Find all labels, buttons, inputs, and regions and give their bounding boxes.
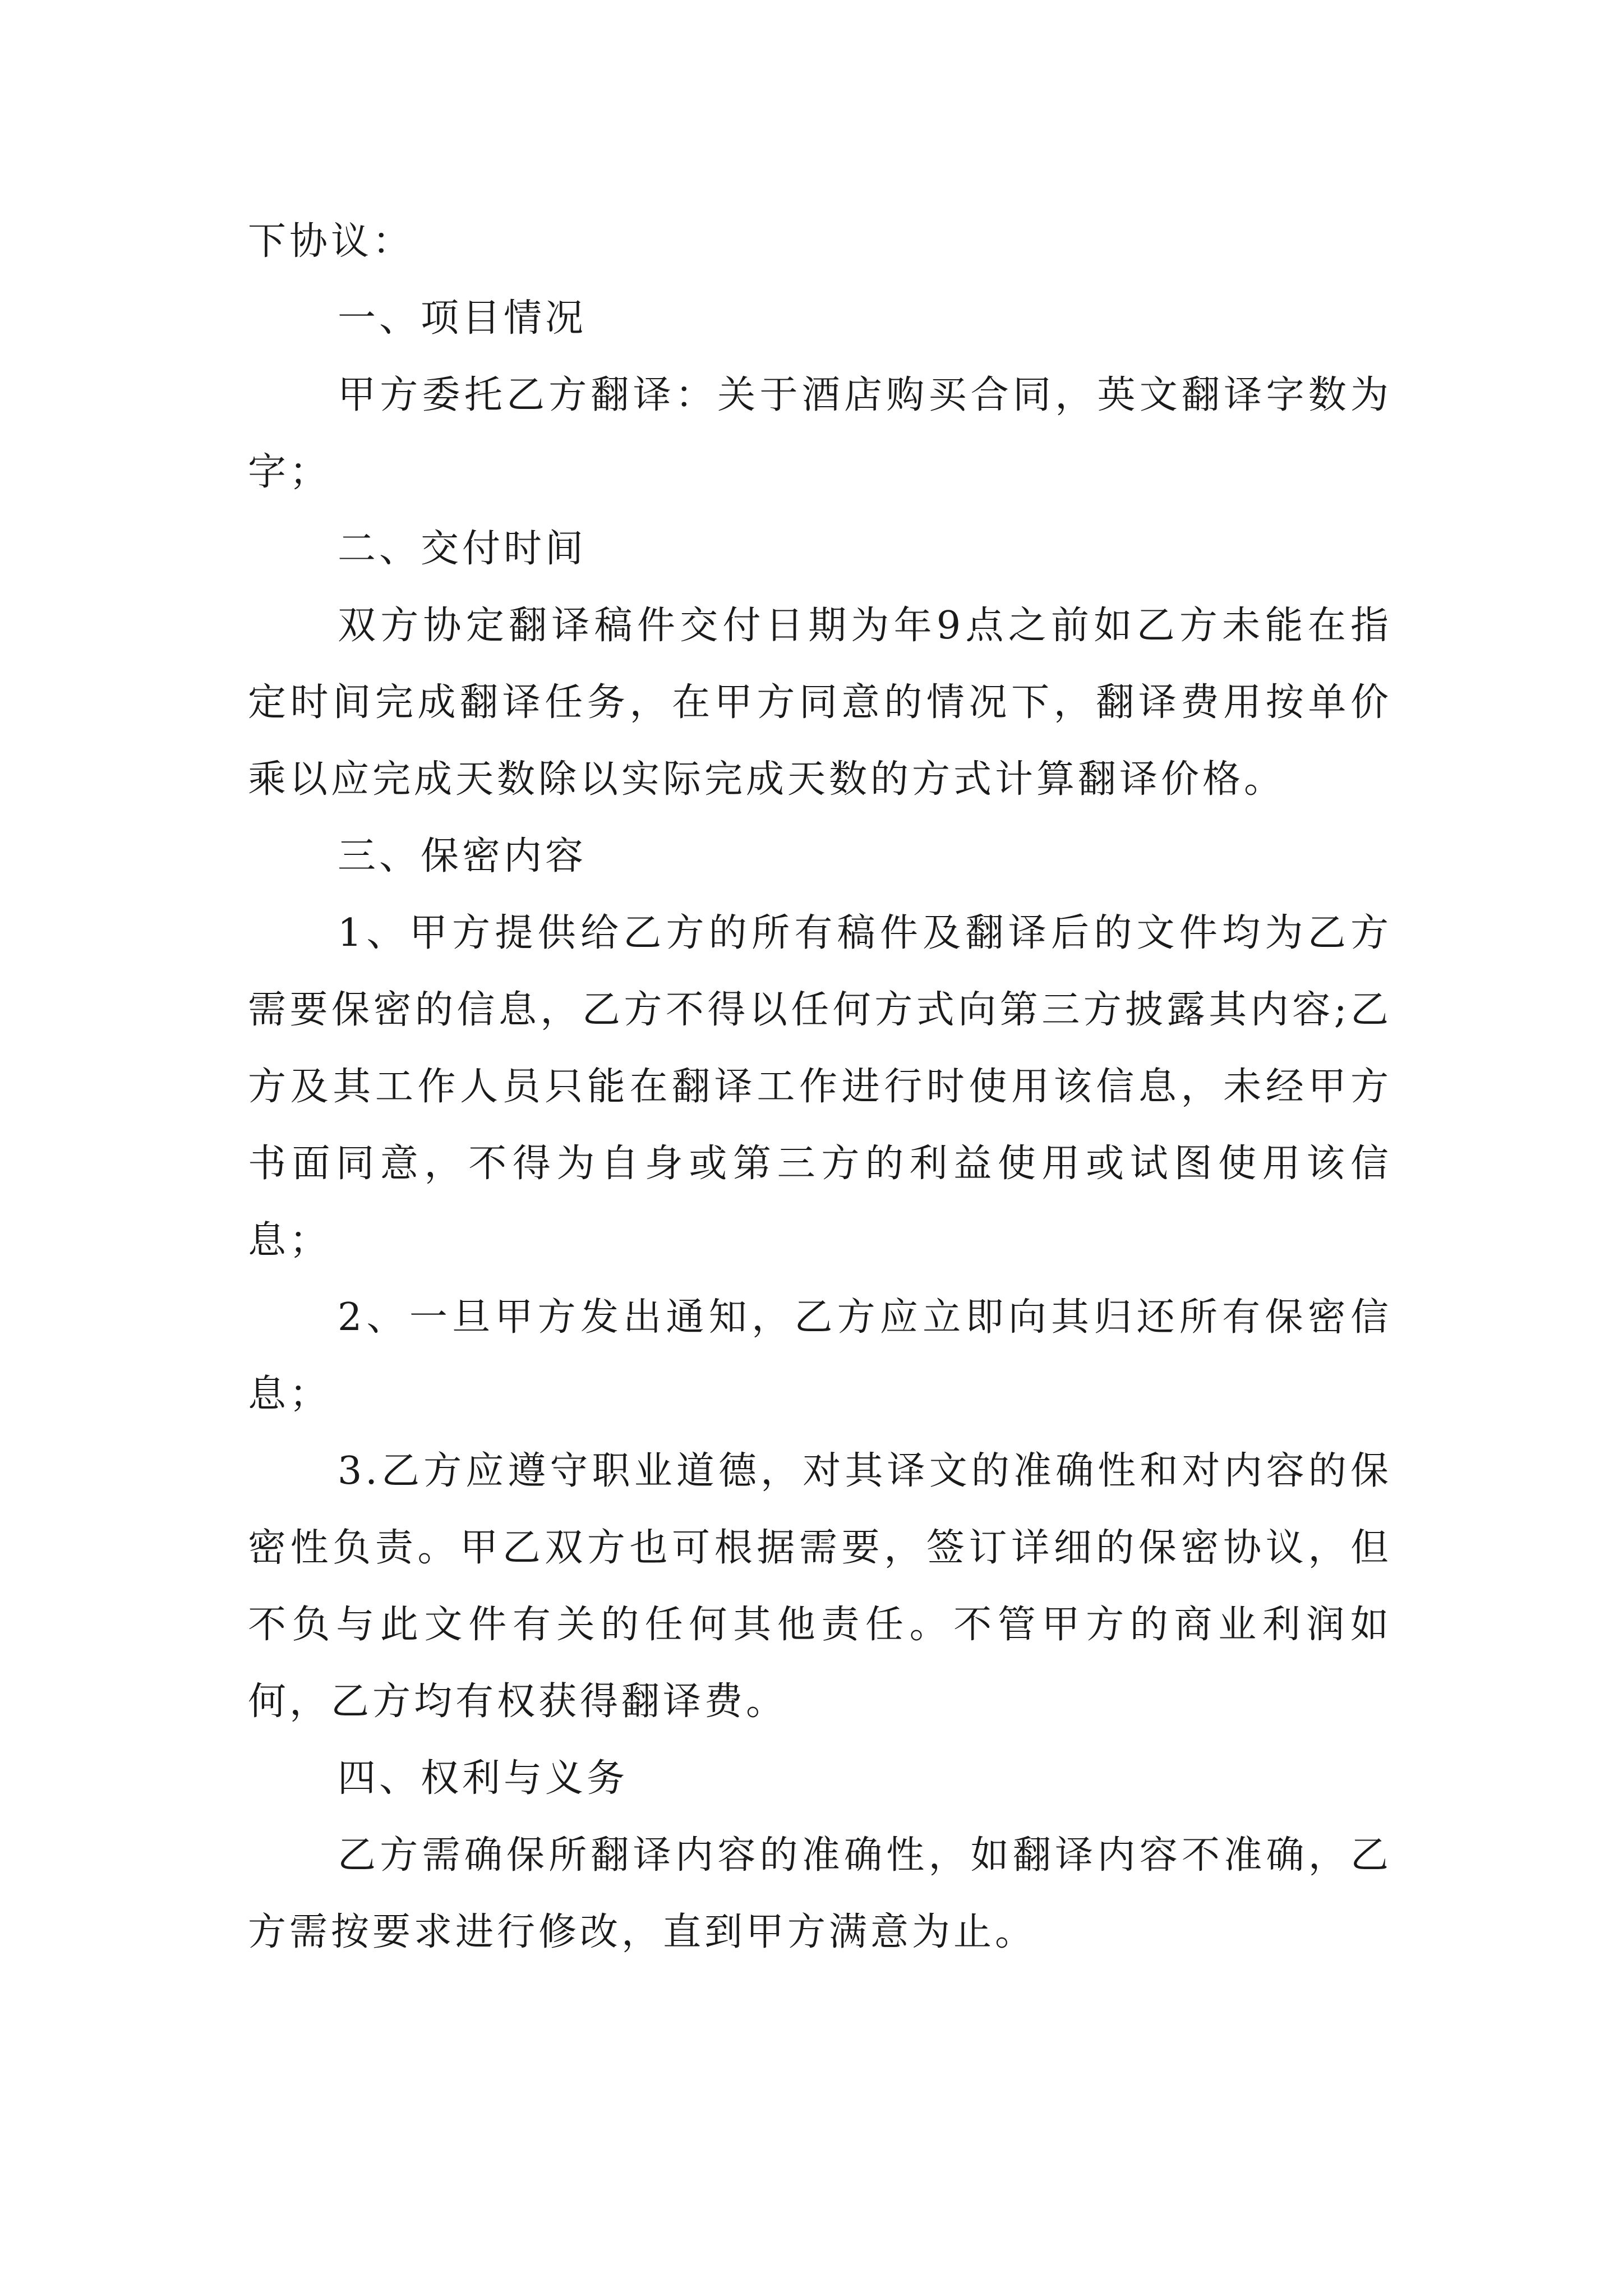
paragraph-confidentiality-3: 3.乙方应遵守职业道德，对其译文的准确性和对内容的保密性负责。甲乙双方也可根据需要，签订详细的保密协议，但不负与此文件有关的任何其他责任。不管甲方的商业利润如何，乙方均有权获得翻译费。: [248, 1449, 1392, 1724]
paragraph-project-info: 甲方委托乙方翻译：关于酒店购买合同，英文翻译字数为字；: [248, 373, 1392, 494]
paragraph-confidentiality-2: 2、一旦甲方发出通知，乙方应立即向其归还所有保密信息；: [248, 1295, 1392, 1416]
heading-rights-obligations: 四、权利与义务: [338, 1756, 629, 1801]
heading-confidentiality: 三、保密内容: [338, 834, 587, 878]
heading-project-info: 一、项目情况: [338, 296, 587, 341]
paragraph-agreement-intro: 下协议：: [248, 219, 414, 264]
paragraph-rights-obligations: 乙方需确保所翻译内容的准确性，如翻译内容不准确，乙方需按要求进行修改，直到甲方满意为止。: [248, 1833, 1392, 1954]
heading-delivery-time: 二、交付时间: [338, 527, 587, 571]
paragraph-confidentiality-1: 1、甲方提供给乙方的所有稿件及翻译后的文件均为乙方需要保密的信息，乙方不得以任何方式向第三方披露其内容;乙方及其工作人员只能在翻译工作进行时使用该信息，未经甲方书面同意，不得为自身或第三方的利益使用或试图使用该信息；: [248, 911, 1392, 1263]
document-body: [248, 203, 1392, 1971]
paragraph-delivery-time: 双方协定翻译稿件交付日期为年9点之前如乙方未能在指定时间完成翻译任务，在甲方同意的情况下，翻译费用按单价乘以应完成天数除以实际完成天数的方式计算翻译价格。: [248, 604, 1392, 802]
